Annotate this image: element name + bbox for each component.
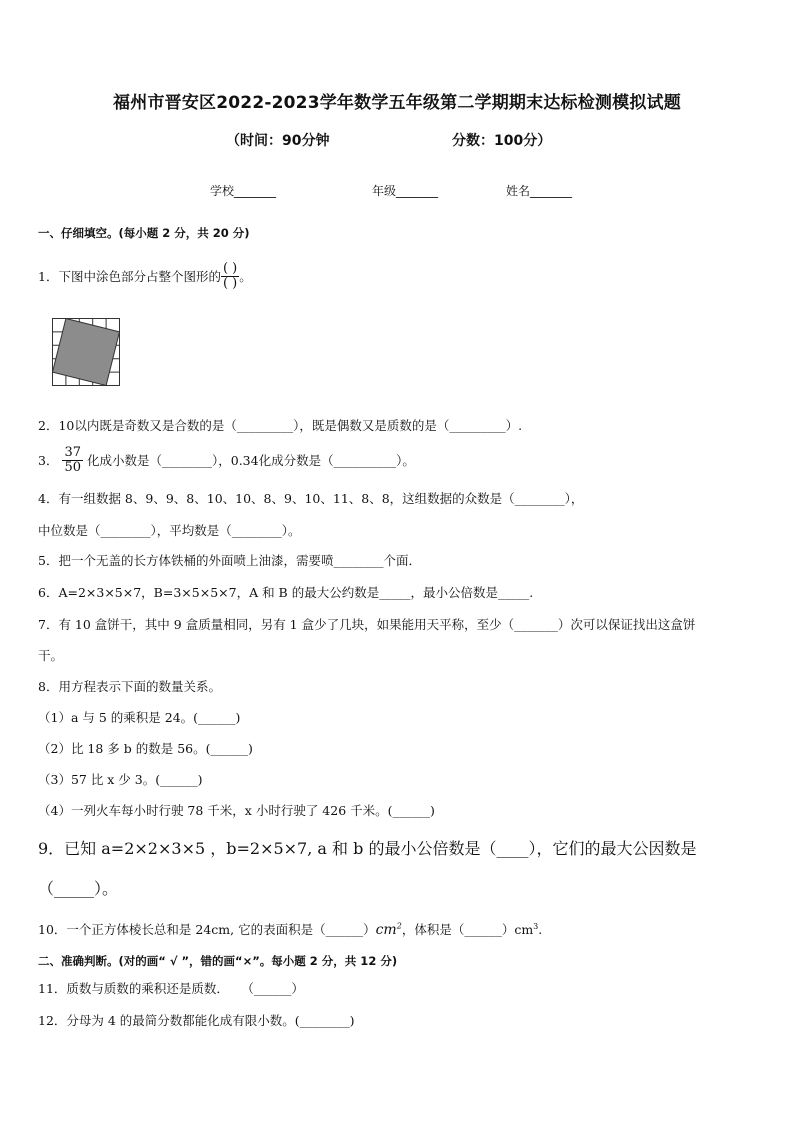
section-1-heading: 一、仔细填空。(每小题 2 分，共 20 分) [38, 226, 250, 240]
question-12: 12．分母为 4 的最简分数都能化成有限小数。(________) [38, 1013, 355, 1028]
question-8-intro: 8．用方程表示下面的数量关系。 [38, 679, 221, 694]
question-1-fraction [221, 262, 239, 290]
name-field: 姓名_______ [506, 184, 573, 198]
question-9-line-2: （_____）。 [38, 879, 119, 898]
question-9-line-1: 9．已知 a=2×2×3×5 ，b=2×5×7, a 和 b 的最小公倍数是（____），它们的最大公因数是 [38, 839, 697, 858]
question-10-part-2: ，体积是（______）cm [401, 922, 534, 937]
question-5: 5．把一个无盖的长方体铁桶的外面喷上油漆，需要喷________个面． [38, 553, 421, 568]
question-4-line-1: 4．有一组数据 8、9、9、8、10、10、8、9、10、11、8、8，这组数据的众数是（________）， [38, 491, 584, 506]
shaded-square [53, 319, 120, 386]
question-1-end: 。 [239, 269, 252, 284]
page-title: 福州市晋安区2022-2023学年数学五年级第二学期期末达标检测模拟试题 [113, 93, 681, 113]
question-10: 10．一个正方体棱长总和是 24cm, 它的表面积是$(\_\_\_\_\_\_)cm^2$，体积是$(\_\_\_\_\_\_)cm^3$. [38, 921, 543, 938]
question-1 [38, 256, 252, 296]
question-3-prefix: 3． [38, 453, 59, 468]
question-3-fraction [62, 446, 83, 474]
fraction-numerator: ( ) [222, 260, 238, 276]
fraction-denominator: ( ) [222, 275, 238, 291]
question-6: 6．A=2×3×5×7，B=3×5×5×7，A 和 B 的最大公约数是_____，最小公倍数是_____. [38, 585, 534, 600]
volume-unit-exponent: 3 [533, 921, 539, 931]
question-8-item: （2）比 18 多 b 的数是 56。(______) [38, 741, 253, 756]
question-3-text: 化成小数是（________），0.34化成分数是（__________）。 [87, 453, 415, 468]
exam-time: （时间：90分钟 [226, 133, 330, 149]
section-2-heading: 二、准确判断。(对的画“ √ ”，错的画“×”。每小题 2 分，共 12 分) [38, 954, 398, 968]
question-7-line-1: 7．有 10 盒饼干，其中 9 盒质量相同，另有 1 盒少了几块，如果能用天平称，至少（_______）次可以保证找出这盒饼 [38, 617, 696, 632]
fraction-denominator: 50 [64, 459, 81, 475]
question-3 [38, 440, 415, 480]
exam-score: 分数：100分） [452, 133, 552, 149]
school-field: 学校_______ [210, 184, 277, 198]
question-11: 11．质数与质数的乘积还是质数． （______） [38, 981, 304, 996]
question-1-text: 1．下图中涂色部分占整个图形的 [38, 269, 221, 284]
question-2: 2．10以内既是奇数又是合数的是（_________），既是偶数又是质数的是（_________）. [38, 418, 523, 433]
question-7-line-2: 干。 [38, 648, 64, 663]
question-8-item: （4）一列火车每小时行驶 78 千米，x 小时行驶了 426 千米。(______) [38, 803, 435, 818]
area-unit: $cm^2$ [375, 921, 402, 938]
grade-field: 年级_______ [372, 184, 439, 198]
fraction-numerator: 37 [64, 444, 81, 460]
shaded-grid-figure [52, 318, 122, 388]
question-8-item: （1）a 与 5 的乘积是 24。(______) [38, 710, 241, 725]
question-4-line-2: 中位数是（________），平均数是（________）。 [38, 523, 301, 538]
question-10-part-1: 10．一个正方体棱长总和是 24cm, 它的表面积是（______） [38, 922, 376, 937]
question-8-item: （3）57 比 x 少 3。(______) [38, 772, 203, 787]
